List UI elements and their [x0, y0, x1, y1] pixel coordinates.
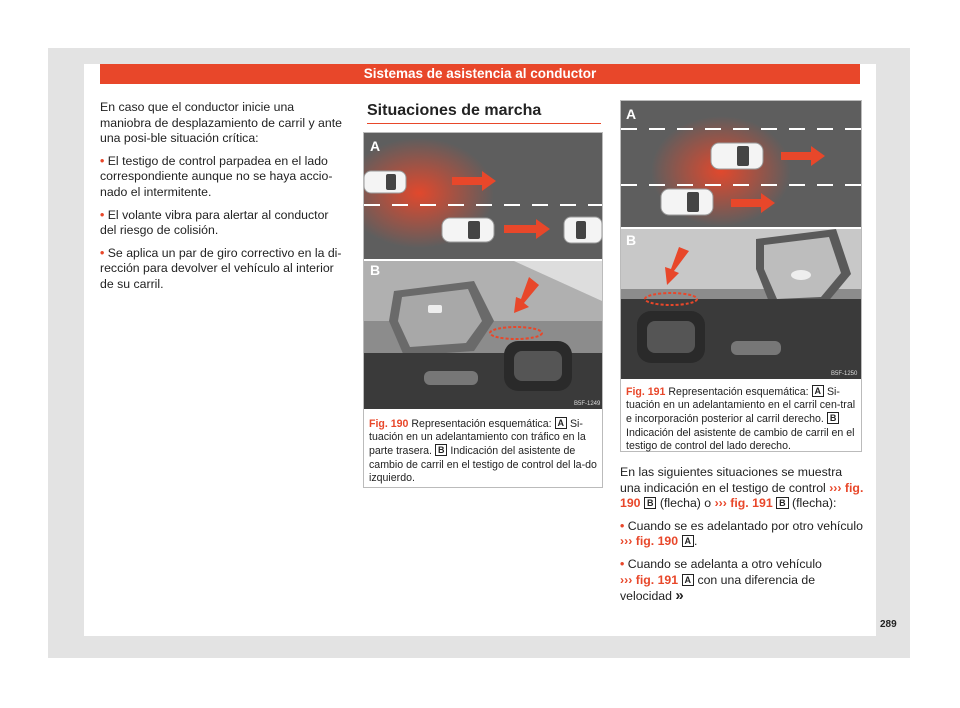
fig190-code: B5F-1249	[574, 401, 601, 407]
intro-paragraph: En caso que el conductor inicie una maniobra de desplazamiento de carril y ante una posi-ble situación crítica:	[100, 100, 342, 146]
fig191-panel-b	[621, 229, 861, 379]
situations-paragraph: En las siguientes situaciones se muestra una indicación en el testigo de control ››› fig. 190 B (flecha) o ››› fig. 191 B (flecha):	[620, 465, 864, 511]
key-b: B	[776, 497, 789, 509]
bullet-icon: •	[100, 207, 105, 222]
key-a: A	[682, 535, 695, 547]
fig190-number: Fig. 190	[369, 418, 409, 430]
intro-column	[100, 100, 348, 300]
overtaking-diagram	[621, 101, 861, 227]
section-rule	[367, 123, 601, 124]
fig190-link[interactable]: fig. 190	[620, 480, 864, 511]
fig190-link[interactable]: fig. 190	[635, 534, 679, 549]
fig191-label-b: B	[626, 232, 637, 248]
fig190-caption: Fig. 190 Representación esquemática: A Si-tuación en un adelantamiento con tráfico en la parte trasera. B Indicación del asistente de cambio de carril en el testigo de control del la-do izquierdo.	[369, 418, 597, 484]
fig191-number: Fig. 191	[626, 386, 666, 398]
fig191-code: B5F-1250	[831, 371, 858, 377]
key-b: B	[827, 412, 840, 424]
bullet-item: • Se aplica un par de giro correctivo en la di-rección para devolver el vehículo al interior de su carril.	[100, 245, 342, 291]
bullet-item: • El testigo de control parpadea en el lado correspondiente aunque no se haya accio-nado el intermitente.	[100, 153, 333, 199]
fig190-label-b: B	[370, 262, 381, 278]
fig190-panel-b	[364, 261, 602, 409]
bullet-icon: •	[620, 556, 625, 571]
figure-190	[363, 132, 603, 488]
fig191-link[interactable]: fig. 191	[635, 572, 679, 587]
figure-191	[620, 100, 862, 452]
key-a: A	[555, 417, 568, 429]
fig191-panel-a	[621, 101, 861, 227]
bullet-item: • Cuando se adelanta a otro vehículo ››› fig. 191 A con una diferencia de velocidad »	[620, 556, 822, 605]
mirror-diagram	[621, 229, 861, 379]
fig191-label-a: A	[626, 106, 637, 122]
fig190-label-a: A	[370, 138, 381, 154]
section-title: Situaciones de marcha	[367, 102, 542, 119]
overtaking-diagram	[364, 133, 602, 259]
bullet-icon: •	[100, 245, 105, 260]
bullet-icon: •	[100, 153, 105, 168]
fig191-caption: Fig. 191 Representación esquemática: A Si-tuación en un adelantamiento en el carril cen-tral e incorporación posterior al carril derecho. B Indicación del asistente de cambio de carril en el testigo de control del lado derecho.	[626, 386, 856, 452]
page-number: 289	[880, 619, 897, 630]
key-b: B	[435, 444, 448, 456]
bullet-item: • El volante vibra para alertar al conductor del riesgo de colisión.	[100, 207, 329, 238]
mirror-diagram	[364, 261, 602, 409]
bullet-item: • Cuando se es adelantado por otro vehículo ››› fig. 190 A .	[620, 518, 863, 549]
situations-text	[620, 465, 865, 612]
bullet-icon: •	[620, 518, 625, 533]
key-a: A	[812, 385, 825, 397]
key-b: B	[644, 497, 657, 509]
chapter-header: Sistemas de asistencia al conductor	[100, 64, 860, 84]
continue-icon: »	[675, 587, 684, 605]
fig191-link[interactable]: fig. 191	[730, 496, 773, 511]
key-a: A	[682, 574, 695, 586]
fig190-panel-a	[364, 133, 602, 259]
